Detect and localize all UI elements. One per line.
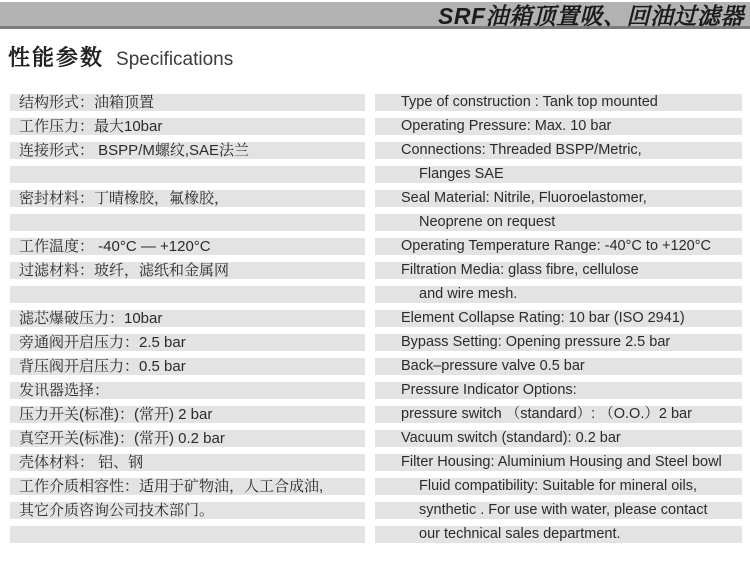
spec-cell-en: Seal Material: Nitrile, Fluoroelastomer, — [375, 190, 742, 207]
spec-row — [0, 502, 750, 526]
spec-cell-zh: 旁通阀开启压力：2.5 bar — [10, 334, 365, 351]
spec-cell-zh: 壳体材料： 铝、钢 — [10, 454, 365, 471]
spec-cell-zh — [10, 526, 365, 543]
spec-cell-zh: 密封材料：丁晴橡胶，氟橡胶， — [10, 190, 365, 207]
spec-cell-en: Operating Pressure: Max. 10 bar — [375, 118, 742, 135]
spec-row — [0, 94, 750, 118]
spec-row — [0, 190, 750, 214]
spec-row — [0, 478, 750, 502]
spec-cell-en: Filtration Media: glass fibre, cellulose — [375, 262, 742, 279]
spec-cell-zh: 发讯器选择： — [10, 382, 365, 399]
section-title-en: Specifications — [116, 49, 234, 70]
section-title-zh: 性能参数 — [8, 45, 105, 70]
spec-cell-en: synthetic . For use with water, please contact — [375, 502, 742, 519]
spec-cell-en: Type of construction : Tank top mounted — [375, 94, 742, 111]
spec-cell-en: Pressure Indicator Options: — [375, 382, 742, 399]
spec-cell-zh: 工作压力：最大10bar — [10, 118, 365, 135]
spec-cell-zh: 工作温度： -40°C — +120°C — [10, 238, 365, 255]
spec-cell-en: Back–pressure valve 0.5 bar — [375, 358, 742, 375]
spec-row — [0, 406, 750, 430]
spec-row — [0, 358, 750, 382]
spec-cell-zh: 真空开关(标准)：(常开) 0.2 bar — [10, 430, 365, 447]
spec-cell-en: Filter Housing: Aluminium Housing and Steel bowl — [375, 454, 742, 471]
spec-row — [0, 118, 750, 142]
product-title: SRF油箱顶置吸、回油过滤器 — [438, 2, 744, 29]
spec-row — [0, 310, 750, 334]
spec-cell-zh: 滤芯爆破压力：10bar — [10, 310, 365, 327]
spec-row — [0, 286, 750, 310]
spec-row — [0, 214, 750, 238]
spec-row — [0, 334, 750, 358]
spec-cell-zh — [10, 286, 365, 303]
spec-cell-en: Element Collapse Rating: 10 bar (ISO 2941) — [375, 310, 742, 327]
spec-cell-zh: 连接形式： BSPP/M螺纹,SAE法兰 — [10, 142, 365, 159]
spec-row — [0, 430, 750, 454]
spec-row — [0, 238, 750, 262]
spec-cell-zh: 压力开关(标准)：(常开) 2 bar — [10, 406, 365, 423]
spec-row — [0, 262, 750, 286]
spec-row — [0, 454, 750, 478]
spec-table — [0, 94, 750, 550]
spec-cell-zh: 工作介质相容性：适用于矿物油，人工合成油, — [10, 478, 365, 495]
spec-row — [0, 526, 750, 550]
spec-cell-en: and wire mesh. — [375, 286, 742, 303]
spec-cell-en: pressure switch （standard）: （O.O.）2 bar — [375, 406, 742, 423]
spec-cell-zh: 结构形式：油箱顶置 — [10, 94, 365, 111]
spec-cell-en: Neoprene on request — [375, 214, 742, 231]
spec-cell-en: Connections: Threaded BSPP/Metric, — [375, 142, 742, 159]
spec-cell-en: our technical sales department. — [375, 526, 742, 543]
spec-cell-en: Fluid compatibility: Suitable for mineral oils, — [375, 478, 742, 495]
spec-cell-en: Bypass Setting: Opening pressure 2.5 bar — [375, 334, 742, 351]
section-heading — [0, 29, 750, 94]
spec-cell-zh — [10, 166, 365, 183]
spec-cell-en: Vacuum switch (standard): 0.2 bar — [375, 430, 742, 447]
spec-row — [0, 166, 750, 190]
spec-row — [0, 382, 750, 406]
spec-cell-zh: 背压阀开启压力：0.5 bar — [10, 358, 365, 375]
spec-cell-zh — [10, 214, 365, 231]
spec-cell-zh: 其它介质咨询公司技术部门。 — [10, 502, 365, 519]
spec-cell-zh: 过滤材料：玻纤，滤纸和金属网 — [10, 262, 365, 279]
spec-row — [0, 142, 750, 166]
spec-cell-en: Operating Temperature Range: -40°C to +120°C — [375, 238, 742, 255]
title-banner — [0, 2, 750, 29]
spec-sheet-page — [0, 2, 750, 570]
spec-cell-en: Flanges SAE — [375, 166, 742, 183]
